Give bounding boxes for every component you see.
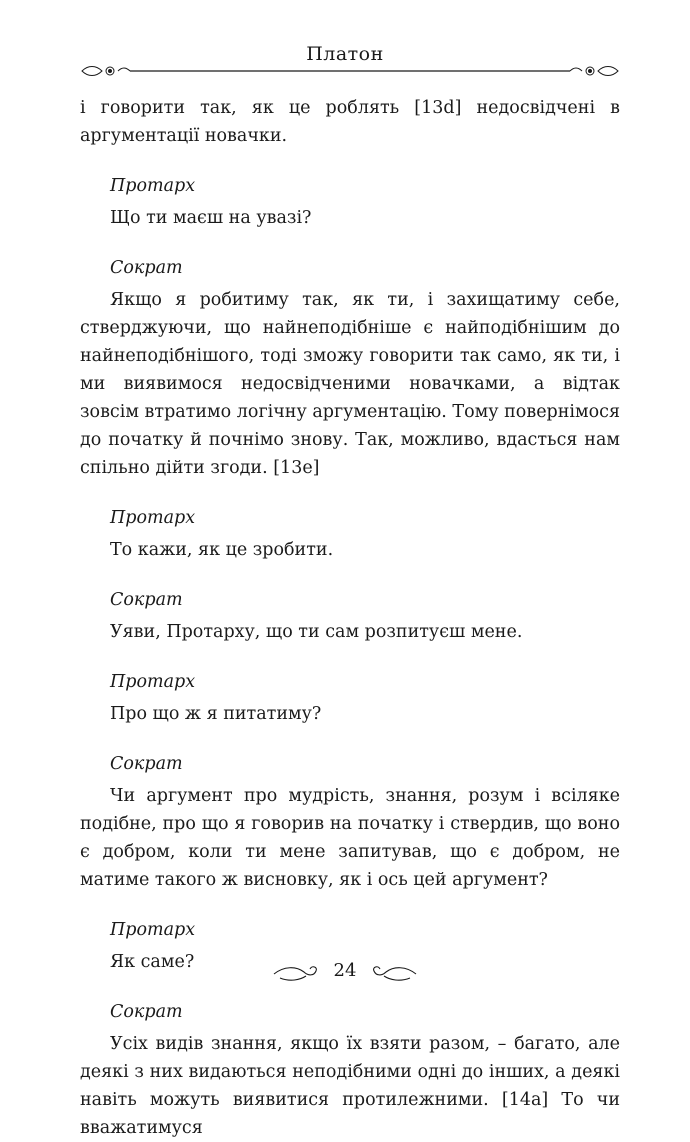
- speech-text: То кажи, як це зробити.: [110, 540, 334, 560]
- continuation-paragraph: і говорити так, як це роблять [13d] недосвідчені в аргументації новачки.: [80, 98, 620, 146]
- speaker-name: Протарх: [110, 508, 196, 528]
- speech-text: Уяви, Протарху, що ти сам розпитуєш мене.: [110, 622, 523, 642]
- speaker-name: Сократ: [110, 1002, 183, 1022]
- dialogue-turn: [80, 254, 620, 482]
- speaker-name: Протарх: [110, 920, 196, 940]
- dialogue-turn: [80, 998, 620, 1142]
- speech-text: Що ти маєш на увазі?: [110, 208, 312, 228]
- dialogue-turn: [80, 172, 620, 232]
- speech-text: Чи аргумент про мудрість, знання, розум і всіляке подібне, про що я говорив на початку і ствердив, що воно є добром, коли ти мене запитував, що є добром, не матиме такого ж висновку, як і ось цей аргумент?: [80, 786, 620, 890]
- dialogue-turn: [80, 750, 620, 894]
- speaker-name: Сократ: [110, 590, 183, 610]
- dialogue-turn: [80, 668, 620, 728]
- speaker-name: Сократ: [110, 754, 183, 774]
- dialogue-turn: [80, 504, 620, 564]
- dialogue-turn: [80, 586, 620, 646]
- header-title: Платон: [306, 43, 384, 65]
- page-number: 24: [333, 960, 357, 981]
- speaker-name: Протарх: [110, 672, 196, 692]
- speech-text: Усіх видів знання, якщо їх взяти разом, – багато, але деякі з них видаються неподібними одні до інших, а деякі навіть можуть виявитися протилежними. [14a] То чи вважатимуся: [80, 1034, 620, 1138]
- speaker-name: Протарх: [110, 176, 196, 196]
- speaker-name: Сократ: [110, 258, 183, 278]
- speech-text: Якщо я робитиму так, як ти, і захищатиму себе, стверджуючи, що найнеподібніше є найподібнішим до найнеподібнішого, тоді зможу говорити так само, як ти, і ми виявимося недосвідченими новачками, а відтак зовсім втратимо логічну аргументацію. Тому повернімося до початку й почнімо знову. Так, можливо, вдасться нам спільно дійти згоди. [13e]: [80, 290, 620, 478]
- speech-text: Про що ж я питатиму?: [110, 704, 322, 724]
- header-ornament-rule: [80, 60, 620, 82]
- speech-text: Як саме?: [110, 952, 195, 972]
